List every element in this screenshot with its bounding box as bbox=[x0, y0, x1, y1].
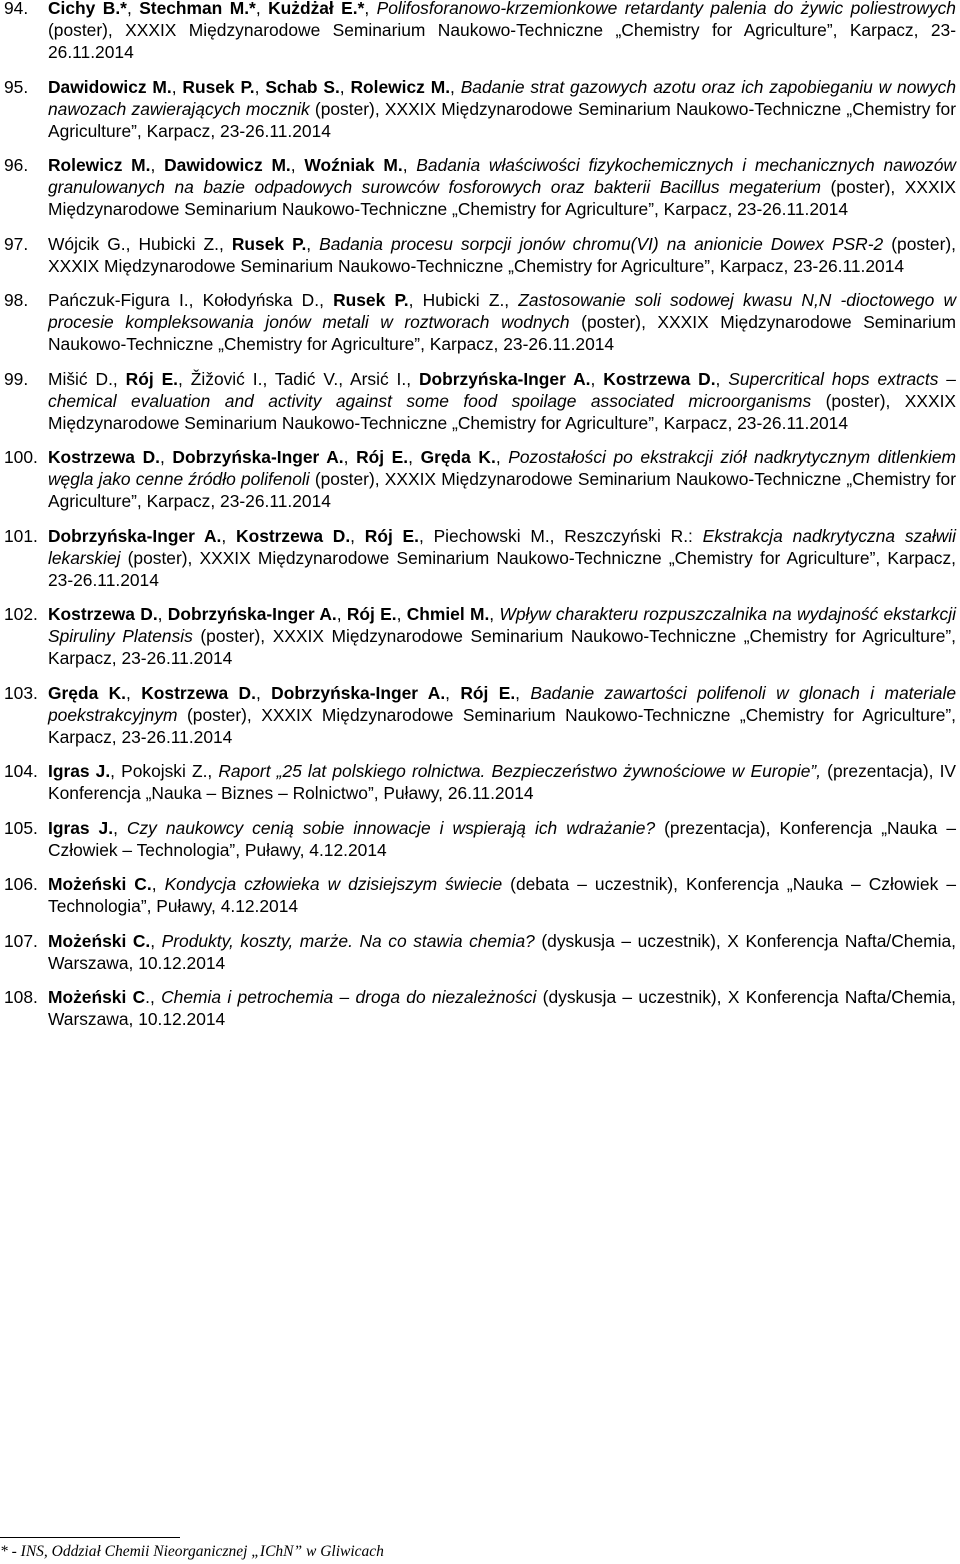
citation-text: (poster), XXXIX Międzynarodowe Seminarium Naukowo-Techniczne „Chemistry for Agriculture”, Karpacz, 23-26.11.2014 bbox=[48, 469, 956, 511]
entry-number: 101. bbox=[4, 525, 38, 546]
citation-text: , bbox=[450, 76, 461, 97]
citation-text: , bbox=[402, 155, 417, 175]
list-item bbox=[4, 682, 956, 748]
entry-number: 96. bbox=[4, 155, 29, 175]
list-item bbox=[4, 76, 956, 142]
entry-citation bbox=[48, 603, 956, 669]
citation-text: (debata – uczestnik), Konferencja „Nauka – Człowiek – Technologia”, Puławy, 4.12.2014 bbox=[48, 874, 956, 916]
author-name: Dobrzyńska-Inger A. bbox=[48, 525, 222, 546]
publication-title: Badania właściwości fizykochemicznych i mechanicznych nawozów granulowanych na bazie odpadowych surowców fosforowych oraz bakterii Bacillus megaterium bbox=[48, 155, 956, 197]
list-item bbox=[4, 760, 956, 804]
citation-text: , bbox=[150, 155, 165, 175]
citation-text: , bbox=[336, 604, 347, 624]
publication-title: Raport „25 lat polskiego rolnictwa. Bezpieczeństwo żywnościowe w Europie”, bbox=[218, 761, 822, 781]
citation-text: , bbox=[715, 368, 729, 389]
citation-text: , bbox=[159, 447, 173, 467]
author-name: Rój E. bbox=[460, 682, 516, 703]
author-name: Rój E. bbox=[346, 604, 397, 624]
citation-text: , bbox=[171, 76, 183, 97]
citation-text: , bbox=[515, 682, 531, 703]
citation-text: (poster), XXXIX Międzynarodowe Seminarium Naukowo-Techniczne „Chemistry for Agriculture”, Karpacz, 23-26.11.2014 bbox=[48, 704, 956, 747]
author-name: Woźniak M. bbox=[304, 155, 403, 175]
citation-text: , bbox=[255, 682, 272, 703]
citation-text: , bbox=[339, 76, 351, 97]
citation-text: (prezentacja), IV Konferencja „Nauka – Biznes – Rolnictwo”, Puławy, 26.11.2014 bbox=[48, 761, 957, 803]
citation-text: , bbox=[364, 0, 377, 18]
list-item bbox=[4, 233, 956, 277]
author-name: Możeński C. bbox=[48, 930, 151, 951]
citation-text: , bbox=[113, 817, 127, 838]
entry-number: 105. bbox=[4, 817, 38, 838]
list-item bbox=[4, 873, 956, 917]
citation-text: Pańczuk-Figura I., Kołodyńska D. bbox=[48, 290, 320, 310]
citation-text: (poster), XXXIX Międzynarodowe Seminarium Naukowo-Techniczne „Chemistry for Agriculture”, Karpacz, 23-26.11.2014 bbox=[48, 20, 956, 62]
author-name: Możeński C. bbox=[48, 874, 152, 894]
citation-text: , bbox=[306, 233, 320, 254]
publication-title: Czy naukowcy cenią sobie innowacje i wspierają ich wdrażanie? bbox=[126, 817, 656, 838]
author-name: Igras J. bbox=[48, 817, 114, 838]
citation-text: , Hubicki Z., bbox=[408, 290, 519, 310]
citation-text: ., bbox=[145, 987, 162, 1007]
author-name: Rusek P. bbox=[182, 76, 255, 97]
entry-citation bbox=[48, 525, 956, 591]
list-item bbox=[4, 525, 956, 591]
author-name: Dobrzyńska-Inger A. bbox=[271, 682, 446, 703]
entry-citation bbox=[48, 873, 956, 917]
author-name: Kostrzewa D. bbox=[48, 604, 158, 624]
citation-text: , Piechowski M., Reszczyński R.: bbox=[418, 525, 703, 546]
publication-title: Kondycja człowieka w dzisiejszym świecie bbox=[164, 874, 503, 894]
publication-title: Polifosforanowo-krzemionkowe retardanty palenia do żywic poliestrowych bbox=[376, 0, 956, 18]
entry-number: 107. bbox=[4, 930, 38, 951]
citation-text: , bbox=[290, 155, 305, 175]
entry-citation bbox=[48, 682, 956, 748]
citation-text: (dyskusja – uczestnik), X Konferencja Nafta/Chemia, Warszawa, 10.12.2014 bbox=[48, 930, 956, 973]
footnote-separator bbox=[0, 1537, 180, 1538]
publication-title: Wpływ charakteru rozpuszczalnika na wydajność ekstarkcji Spiruliny Platensis bbox=[48, 604, 956, 646]
entry-number: 102. bbox=[4, 604, 38, 624]
citation-text: (poster), XXXIX Międzynarodowe Seminarium Naukowo-Techniczne „Chemistry for Agriculture”, Karpacz, 23-26.11.2014 bbox=[48, 312, 956, 354]
citation-text: , bbox=[350, 525, 365, 546]
author-name: Dawidowicz M. bbox=[48, 76, 172, 97]
entry-number: 99. bbox=[4, 368, 29, 389]
citation-text: (prezentacja), Konferencja „Nauka – Człowiek – Technologia”, Puławy, 4.12.2014 bbox=[48, 817, 956, 860]
author-name: Kostrzewa D. bbox=[141, 682, 256, 703]
citation-text: , bbox=[495, 447, 509, 467]
author-name: Schab S. bbox=[265, 76, 340, 97]
author-name: Cichy B.* bbox=[48, 0, 127, 18]
list-item bbox=[4, 603, 956, 669]
entry-number: 97. bbox=[4, 233, 29, 254]
entry-citation bbox=[48, 0, 956, 63]
publication-title: Badanie zawartości polifenoli w glonach i materiale poekstrakcyjnym bbox=[48, 682, 957, 725]
entry-number: 100. bbox=[4, 447, 38, 467]
author-name: Chmiel M. bbox=[406, 604, 490, 624]
entry-number: 94. bbox=[4, 0, 29, 18]
entry-number: 103. bbox=[4, 682, 38, 703]
citation-text: , bbox=[157, 604, 168, 624]
citation-text: , bbox=[218, 233, 232, 254]
entry-citation bbox=[48, 368, 956, 434]
footnote: * - INS, Oddział Chemii Nieorganicznej „IChN” w Gliwicach bbox=[0, 1543, 384, 1560]
publication-title: Produkty, koszty, marże. Na co stawia chemia? bbox=[161, 930, 535, 951]
entry-citation bbox=[48, 930, 956, 974]
citation-text: (poster), XXXIX Międzynarodowe Seminarium Naukowo-Techniczne „Chemistry for Agriculture”, Karpacz, 23-26.11.2014 bbox=[48, 98, 956, 141]
author-name: Rój E. bbox=[356, 447, 409, 467]
author-name: Stechman M.* bbox=[139, 0, 256, 18]
citation-text: , bbox=[126, 0, 140, 18]
author-name: Rój E. bbox=[125, 368, 179, 389]
citation-text: , bbox=[255, 0, 269, 18]
citation-text: (poster), XXXIX Międzynarodowe Seminarium Naukowo-Techniczne „Chemistry for Agriculture”, Karpacz, 23-26.11.2014 bbox=[48, 547, 956, 590]
citation-text: Mišić D., bbox=[48, 368, 126, 389]
entry-citation bbox=[48, 233, 956, 277]
publication-title: Pozostałości po ekstrakcji ziół nadkrytycznym ditlenkiem węgla jako cenne źródło polifenoli bbox=[48, 447, 957, 489]
list-item bbox=[4, 0, 956, 63]
citation-text: , bbox=[445, 682, 461, 703]
entry-citation bbox=[48, 760, 956, 804]
citation-text: , bbox=[396, 604, 407, 624]
citation-text: , Žižović I., Tadić V., Arsić I., bbox=[178, 368, 419, 389]
author-name: Dobrzyńska-Inger A. bbox=[172, 447, 344, 467]
list-item bbox=[4, 154, 956, 220]
publication-title: Supercritical hops extracts – chemical evaluation and activity against some food spoilage associated microorganisms bbox=[48, 368, 956, 411]
list-item bbox=[4, 446, 956, 512]
citation-text: (poster), XXXIX Międzynarodowe Seminarium Naukowo-Techniczne „Chemistry for Agriculture”, Karpacz, 23-26.11.2014 bbox=[48, 626, 956, 668]
citation-text: , bbox=[151, 874, 165, 894]
entry-number: 98. bbox=[4, 290, 29, 310]
citation-text: , bbox=[126, 682, 142, 703]
author-name: Rusek P. bbox=[333, 290, 409, 310]
author-name: Dawidowicz M. bbox=[164, 155, 291, 175]
entry-number: 104. bbox=[4, 761, 38, 781]
entry-citation bbox=[48, 154, 956, 220]
list-item bbox=[4, 986, 956, 1030]
publication-title: Chemia i petrochemia – droga do niezależności bbox=[161, 987, 537, 1007]
list-item bbox=[4, 817, 956, 861]
citation-text: , bbox=[319, 290, 334, 310]
author-name: Rój E. bbox=[364, 525, 419, 546]
citation-text: , bbox=[489, 604, 500, 624]
publication-title: Badanie strat gazowych azotu oraz ich zapobieganiu w nowych nawozach zawierających mocznik bbox=[48, 76, 956, 119]
citation-text: , bbox=[590, 368, 604, 389]
author-name: Kużdżał E.* bbox=[268, 0, 365, 18]
list-item bbox=[4, 368, 956, 434]
author-name: Gręda K. bbox=[420, 447, 496, 467]
citation-text: , bbox=[221, 525, 237, 546]
citation-text: Wójcik G., Hubicki Z. bbox=[48, 233, 219, 254]
citation-text: , bbox=[254, 76, 266, 97]
author-name: Kostrzewa D. bbox=[48, 447, 160, 467]
entry-number: 108. bbox=[4, 987, 38, 1007]
entry-citation bbox=[48, 76, 956, 142]
citation-text: (poster), XXXIX Międzynarodowe Seminarium Naukowo-Techniczne „Chemistry for Agriculture”, Karpacz, 23-26.11.2014 bbox=[48, 233, 956, 276]
author-name: Możeński C bbox=[48, 987, 146, 1007]
list-item bbox=[4, 289, 956, 355]
publication-title: Ekstrakcja nadkrytyczna szałwii lekarskiej bbox=[48, 525, 957, 568]
author-name: Rolewicz M. bbox=[48, 155, 151, 175]
author-name: Dobrzyńska-Inger A. bbox=[418, 368, 591, 389]
entry-citation bbox=[48, 986, 956, 1030]
citation-text: (poster), XXXIX Międzynarodowe Seminarium Naukowo-Techniczne „Chemistry for Agriculture”, Karpacz, 23-26.11.2014 bbox=[48, 177, 957, 219]
entry-citation bbox=[48, 446, 956, 512]
author-name: Rolewicz M. bbox=[350, 76, 451, 97]
citation-text: (dyskusja – uczestnik), X Konferencja Nafta/Chemia, Warszawa, 10.12.2014 bbox=[48, 987, 956, 1029]
author-name: Rusek P. bbox=[231, 233, 307, 254]
list-item bbox=[4, 930, 956, 974]
entry-citation bbox=[48, 817, 956, 861]
author-name: Kostrzewa D. bbox=[236, 525, 351, 546]
publication-title: Badania procesu sorpcji jonów chromu(VI) na anionicie Dowex PSR-2 bbox=[319, 233, 884, 254]
citation-text: , bbox=[408, 447, 421, 467]
publication-title: Zastosowanie soli sodowej kwasu N,N -dioctowego w procesie kompleksowania jonów metali w roztworach wodnych bbox=[48, 290, 957, 332]
entry-number: 95. bbox=[4, 76, 29, 97]
citation-text: , bbox=[343, 447, 357, 467]
author-name: Dobrzyńska-Inger A. bbox=[167, 604, 337, 624]
entry-citation bbox=[48, 289, 956, 355]
citation-text: , Pokojski Z., bbox=[110, 761, 219, 781]
author-name: Gręda K. bbox=[48, 682, 127, 703]
author-name: Kostrzewa D. bbox=[603, 368, 716, 389]
entry-number: 106. bbox=[4, 874, 38, 894]
citation-text: , bbox=[150, 930, 162, 951]
author-name: Igras J. bbox=[48, 761, 111, 781]
citation-text: (poster), XXXIX Międzynarodowe Seminarium Naukowo-Techniczne „Chemistry for Agriculture”, Karpacz, 23-26.11.2014 bbox=[48, 390, 956, 433]
publication-list bbox=[4, 0, 956, 1043]
